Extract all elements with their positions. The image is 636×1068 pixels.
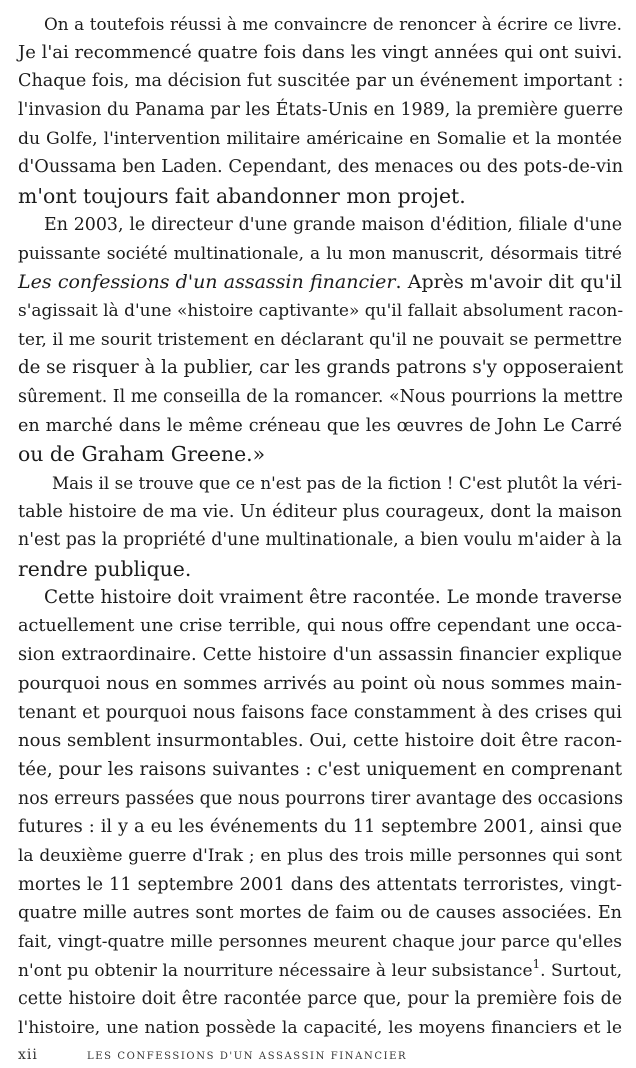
paragraph-1 [18,10,622,211]
text-line: sûrement. Il me conseilla de la romancer. «Nous pourrions la mettre [18,386,623,407]
text-line: s'agissait là d'une «histoire captivante» qu'il fallait absolument racon- [18,300,624,321]
footnote-reference[interactable]: 1 [532,956,541,971]
text-line: n'est pas la propriété d'une multinationale, a bien voulu m'aider à la [18,530,622,551]
text-line: la deuxième guerre d'Irak ; en plus des trois mille personnes qui sont [18,845,622,866]
text-line: tenant et pourquoi nous faisons face constamment à des crises qui [18,701,622,723]
text-line-with-footnote [18,957,622,986]
paragraph-3 [18,469,622,584]
text-line: de se risquer à la publier, car les grands patrons s'y opposeraient [18,357,624,379]
text-line: quatre mille autres sont mortes de faim ou de causes associées. En [18,903,622,924]
text-fragment: . Surtout, [540,960,622,981]
text-line: On a toutefois réussi à me convaincre de renoncer à écrire ce livre. [44,14,622,34]
text-line: En 2003, le directeur d'une grande maison d'édition, filiale d'une [44,214,622,235]
text-line: ou de Graham Greene.» [18,442,266,467]
text-line: cette histoire doit être racontée parce que, pour la première fois de [18,989,622,1010]
text-line: tée, pour les raisons suivantes : c'est uniquement en comprenant [18,758,622,780]
text-line: en marché dans le même créneau que les œuvres de John Le Carré [18,415,622,436]
text-line: l'histoire, une nation possède la capacité, les moyens financiers et le [18,1018,622,1039]
text-line: sion extraordinaire. Cette histoire d'un assassin financier explique [18,644,622,666]
page-number: xii [18,1047,38,1063]
paragraph-4 [18,584,622,1043]
text-line: rendre publique. [18,557,192,582]
text-fragment: . Après m'avoir dit qu'il [395,271,622,294]
text-line: nous semblent insurmontables. Oui, cette histoire doit être racon- [18,730,622,752]
text-line: pourquoi nous en sommes arrivés au point où nous sommes main- [18,672,622,694]
text-line: Je l'ai recommencé quatre fois dans les vingt années qui ont suivi. [18,41,623,63]
text-line: d'Oussama ben Laden. Cependant, des menaces ou des pots-de-vin [18,156,624,178]
text-fragment: n'ont pu obtenir la nourriture nécessaire à leur subsistance [18,960,533,981]
page-footer [18,1044,622,1064]
text-line: du Golfe, l'intervention militaire américaine en Somalie et la montée [18,128,622,149]
book-page [18,10,622,1050]
book-title: Les confessions d'un assassin financier [18,271,396,294]
text-line-with-title [18,268,622,297]
text-line: Chaque fois, ma décision fut suscitée par un événement important : [18,71,624,92]
text-line: actuellement une crise terrible, qui nous offre cependant une occa- [18,616,622,637]
text-line: Mais il se trouve que ce n'est pas de la fiction ! C'est plutôt la véri- [52,473,622,493]
text-line: puissante société multinationale, a lu mon manuscrit, désormais titré [18,243,622,264]
text-line: fait, vingt-quatre mille personnes meurent chaque jour parce qu'elles [18,932,622,952]
text-line: Cette histoire doit vraiment être racontée. Le monde traverse [44,586,622,608]
text-line: nos erreurs passées que nous pourrons tirer avantage des occasions [18,788,624,809]
paragraph-2 [18,211,622,469]
text-line: futures : il y a eu les événements du 11 septembre 2001, ainsi que [18,816,622,838]
text-line: table histoire de ma vie. Un éditeur plus courageux, dont la maison [18,501,622,522]
running-title: LES CONFESSIONS D'UN ASSASSIN FINANCIER [86,1051,408,1062]
text-line: m'ont toujours fait abandonner mon projet. [18,184,466,209]
text-line: ter, il me sourit tristement en déclarant qu'il ne pouvait se permettre [18,329,622,350]
text-line: l'invasion du Panama par les États-Unis en 1989, la première guerre [18,100,623,121]
text-line: mortes le 11 septembre 2001 dans des attentats terroristes, vingt- [18,873,622,895]
